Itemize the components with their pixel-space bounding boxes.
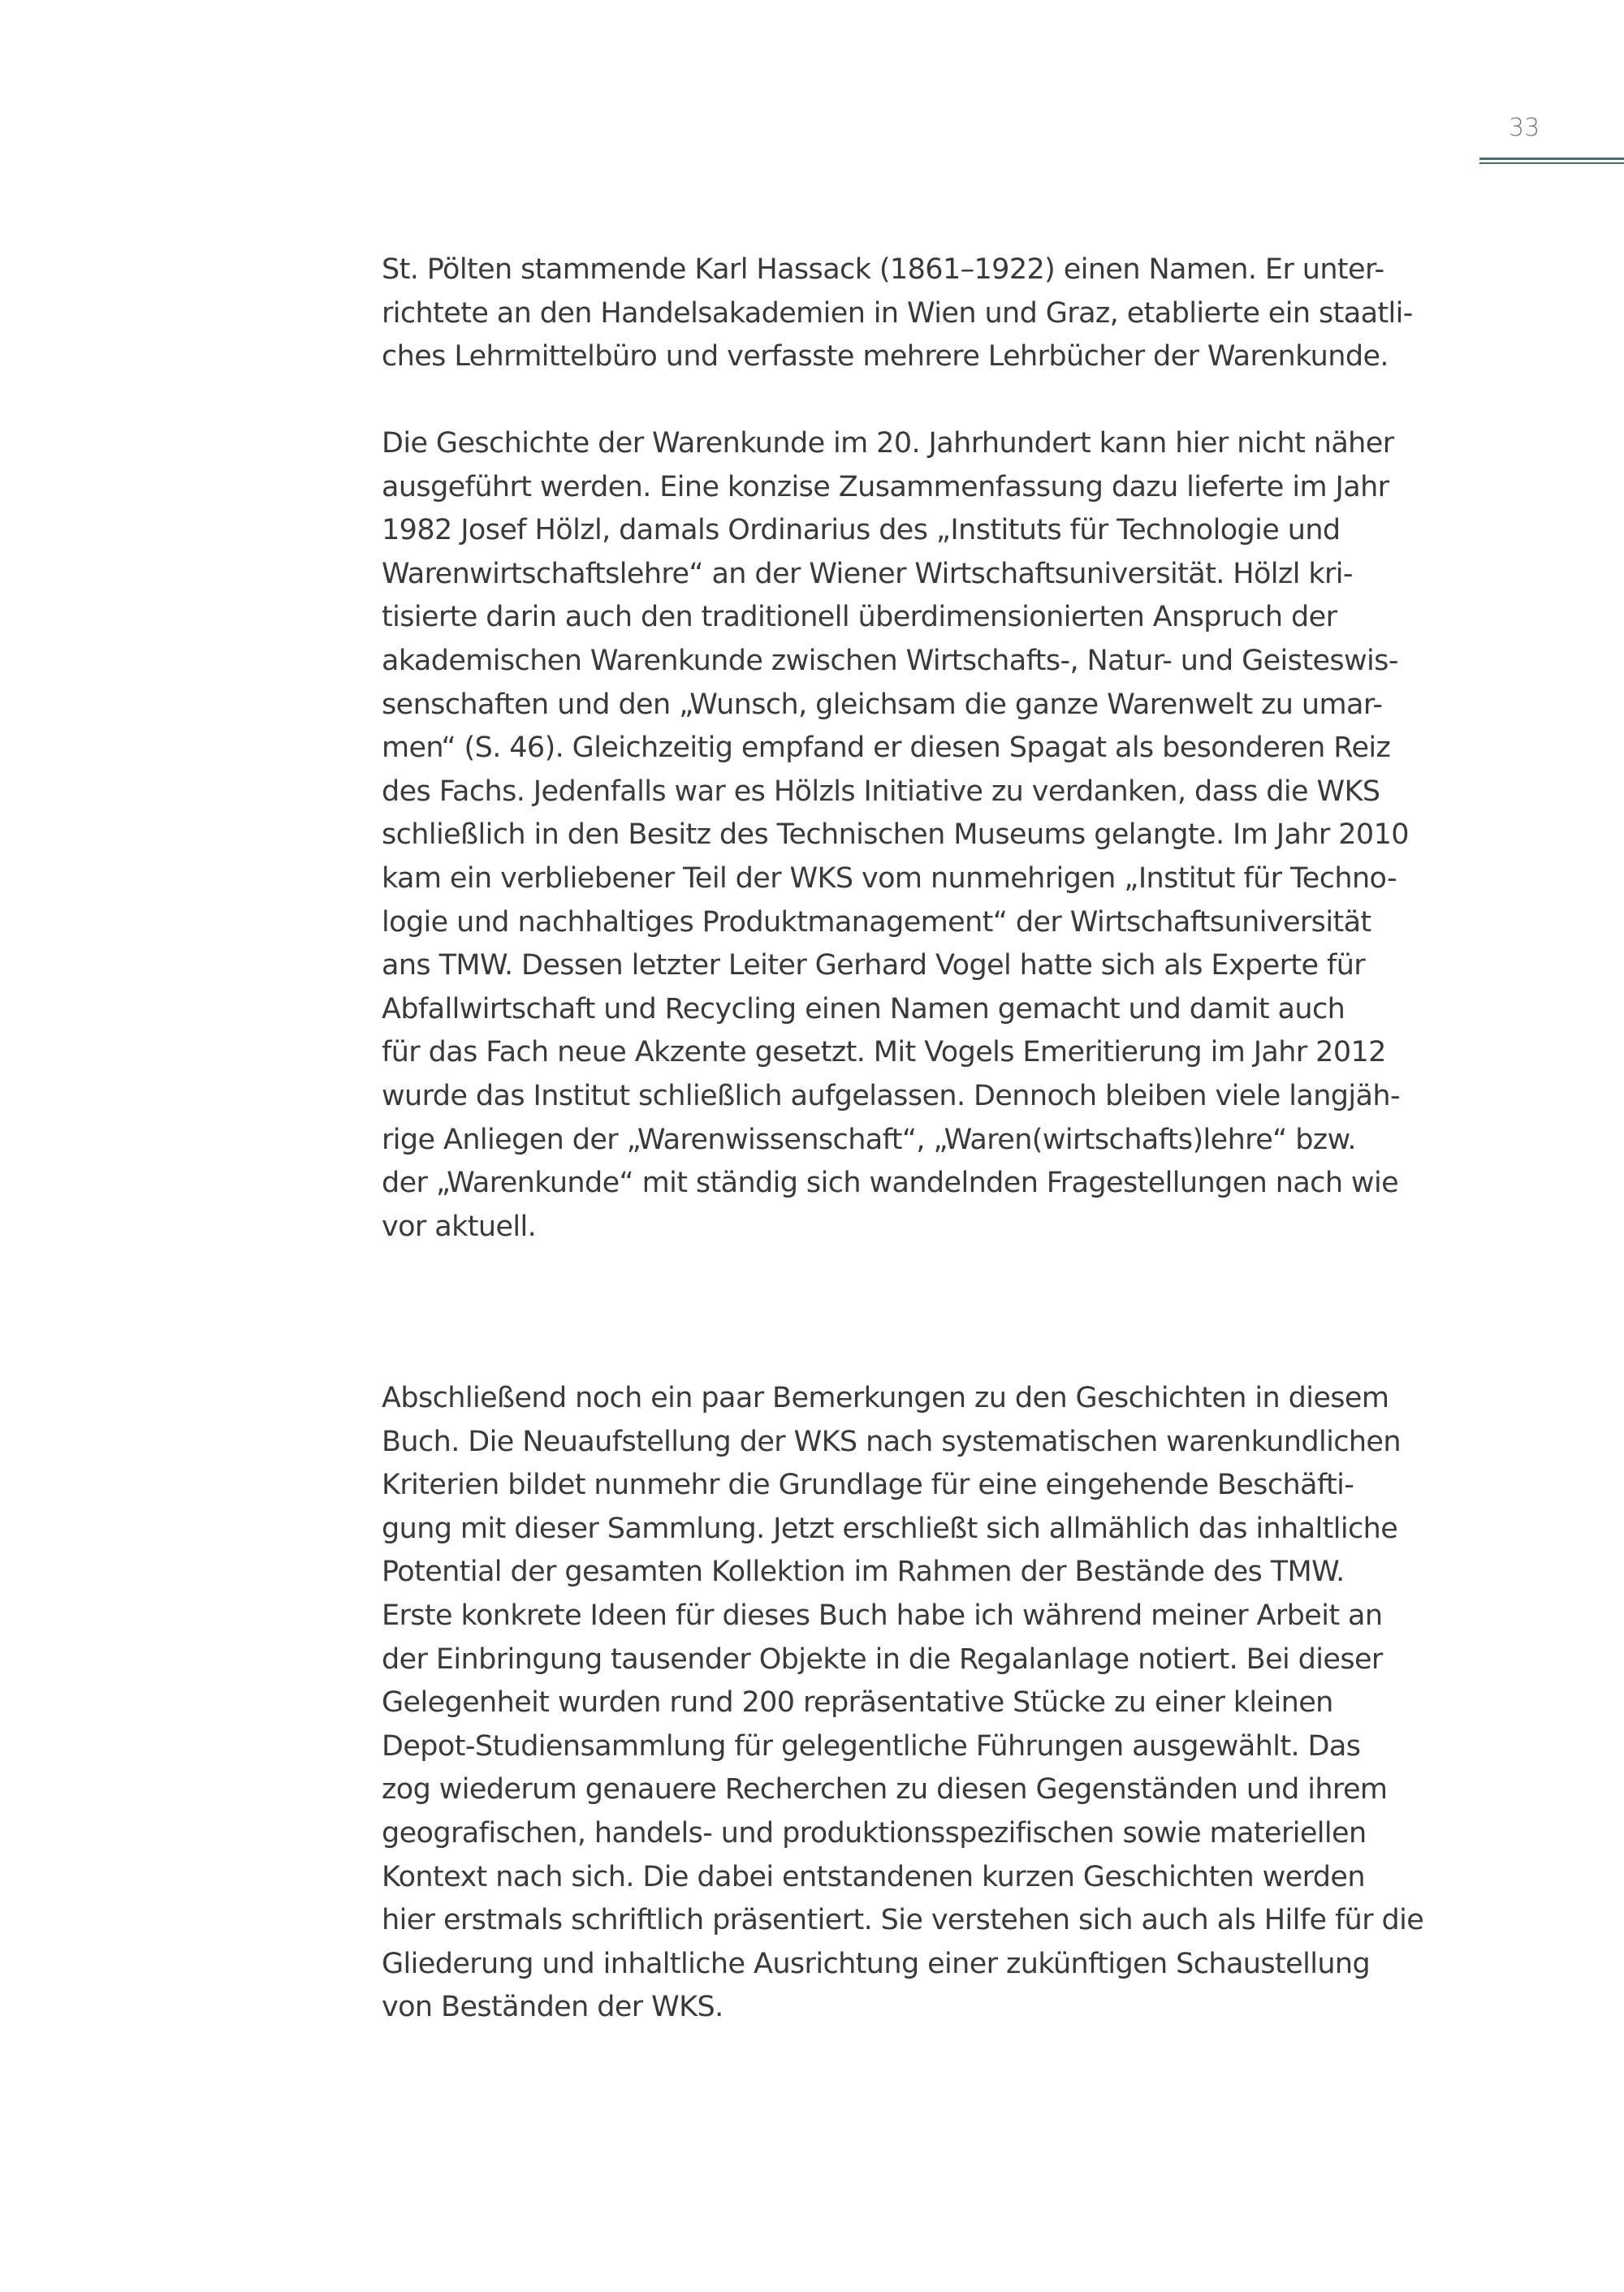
text-line: geografischen, handels- und produktionsspezifischen sowie materiellen	[382, 1816, 1367, 1850]
text-line: Kontext nach sich. Die dabei entstandenen kurzen Geschichten werden	[382, 1860, 1365, 1893]
text-line: Kriterien bildet nunmehr die Grundlage für eine eingehende Beschäfti-	[382, 1469, 1354, 1502]
text-line: für das Fach neue Akzente gesetzt. Mit Vogels Emeritierung im Jahr 2012	[382, 1036, 1386, 1069]
text-line: Die Geschichte der Warenkunde im 20. Jahrhundert kann hier nicht näher	[382, 427, 1394, 460]
text-line: Warenwirtschaftslehre“ an der Wiener Wirtschaftsuniversität. Hölzl kri-	[382, 557, 1353, 590]
text-line: von Beständen der WKS.	[382, 1991, 723, 2024]
text-line: Abfallwirtschaft und Recycling einen Namen gemacht und damit auch	[382, 992, 1345, 1025]
text-line: akademischen Warenkunde zwischen Wirtschafts-, Natur- und Geisteswis-	[382, 644, 1398, 677]
page-number: 33	[1509, 114, 1540, 142]
text-line: richtete an den Handelsakademien in Wien und Graz, etablierte ein staatli-	[382, 296, 1413, 330]
text-line: ans TMW. Dessen letzter Leiter Gerhard Vogel hatte sich als Experte für	[382, 949, 1366, 982]
text-line: men“ (S. 46). Gleichzeitig empfand er diesen Spagat als besonderen Reiz	[382, 732, 1391, 765]
text-line: wurde das Institut schließlich aufgelassen. Dennoch bleiben viele langjäh-	[382, 1079, 1401, 1112]
text-line: St. Pölten stammende Karl Hassack (1861–1922) einen Namen. Er unter-	[382, 253, 1384, 286]
text-line: gung mit dieser Sammlung. Jetzt erschließt sich allmählich das inhaltliche	[382, 1512, 1398, 1545]
text-line: zog wiederum genauere Recherchen zu diesen Gegenständen und ihrem	[382, 1773, 1388, 1806]
text-line: der „Warenkunde“ mit ständig sich wandelnden Fragestellungen nach wie	[382, 1167, 1399, 1200]
paragraph-conclusion	[382, 1377, 1462, 2030]
paragraph-hassack	[382, 248, 1462, 379]
text-line: 1982 Josef Hölzl, damals Ordinarius des „Instituts für Technologie und	[382, 514, 1341, 547]
text-line: ausgeführt werden. Eine konzise Zusammenfassung dazu lieferte im Jahr	[382, 470, 1389, 503]
text-line: schließlich in den Besitz des Technischen Museums gelangte. Im Jahr 2010	[382, 818, 1409, 852]
text-line: tisierte darin auch den traditionell überdimensionierten Anspruch der	[382, 601, 1337, 634]
header-rule	[1479, 158, 1624, 160]
text-line: Buch. Die Neuaufstellung der WKS nach systematischen warenkundlichen	[382, 1425, 1401, 1458]
text-line: senschaften und den „Wunsch, gleichsam die ganze Warenwelt zu umar-	[382, 688, 1383, 721]
text-line: Depot-Studiensammlung für gelegentliche Führungen ausgewählt. Das	[382, 1729, 1361, 1763]
header-rule-secondary	[1479, 162, 1624, 164]
text-line: Abschließend noch ein paar Bemerkungen zu den Geschichten in diesem	[382, 1382, 1389, 1414]
text-line: Gelegenheit wurden rund 200 repräsentative Stücke zu einer kleinen	[382, 1686, 1333, 1720]
text-line: kam ein verbliebener Teil der WKS vom nunmehrigen „Institut für Techno-	[382, 861, 1397, 895]
text-line: hier erstmals schriftlich präsentiert. Sie verstehen sich auch als Hilfe für die	[382, 1904, 1424, 1937]
text-line: logie und nachhaltiges Produktmanagement“ der Wirtschaftsuniversität	[382, 905, 1371, 939]
text-line: Potential der gesamten Kollektion im Rahmen der Bestände des TMW.	[382, 1556, 1345, 1589]
text-line: der Einbringung tausender Objekte in die Regalanlage notiert. Bei dieser	[382, 1642, 1383, 1676]
text-line: des Fachs. Jedenfalls war es Hölzls Initiative zu verdanken, dass die WKS	[382, 775, 1380, 808]
text-line: Erste konkrete Ideen für dieses Buch habe ich während meiner Arbeit an	[382, 1599, 1383, 1632]
text-line: Gliederung und inhaltliche Ausrichtung einer zukünftigen Schaustellung	[382, 1947, 1371, 1980]
paragraph-history	[382, 422, 1462, 1249]
text-line: rige Anliegen der „Warenwissenschaft“, „Waren(wirtschafts)lehre“ bzw.	[382, 1123, 1356, 1156]
text-line: vor aktuell.	[382, 1210, 537, 1243]
text-line: ches Lehrmittelbüro und verfasste mehrere Lehrbücher der Warenkunde.	[382, 340, 1389, 373]
